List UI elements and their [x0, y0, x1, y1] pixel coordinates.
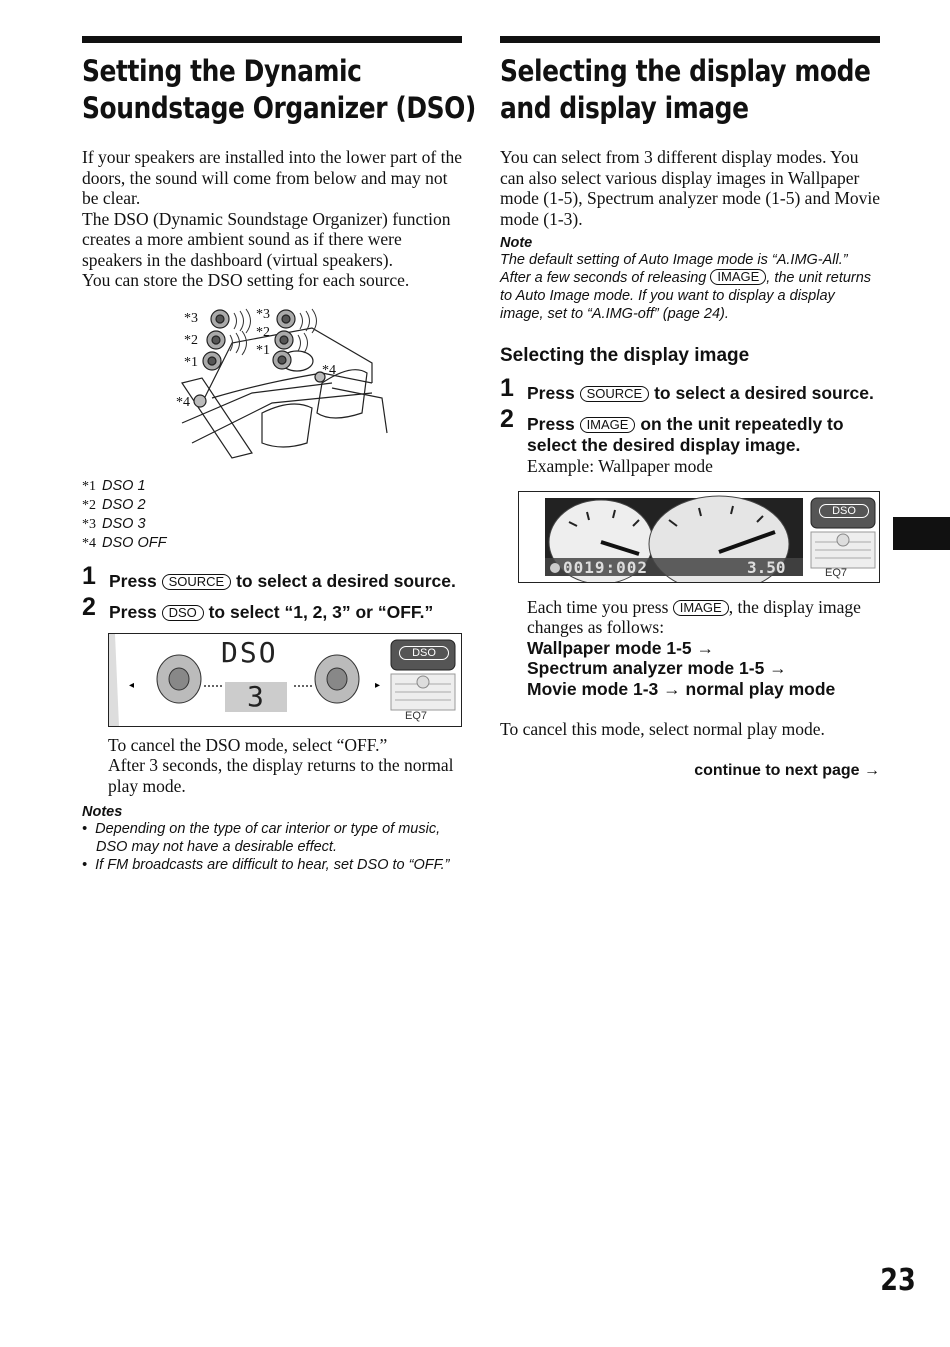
dso-intro-p3: You can store the DSO setting for each source.: [82, 270, 410, 290]
display-mode-title-line1: Selecting the display mode: [500, 54, 871, 88]
dso-badge: DSO: [399, 646, 449, 660]
wallpaper-display-panel: [518, 491, 880, 583]
section-rule: [82, 36, 462, 43]
dso-badge: DSO: [819, 504, 869, 518]
step-number: 1: [82, 561, 96, 590]
fig-label-b2: *2: [256, 324, 270, 340]
image-key: IMAGE: [710, 269, 766, 285]
sequence-item: Movie mode 1-3 → normal play mode: [527, 678, 836, 699]
page-number: 23: [880, 1263, 916, 1298]
image-step-2: [500, 405, 880, 456]
legend-text: DSO 3: [102, 515, 146, 532]
step-text: on the unit repeatedly to select the desired display image.: [527, 414, 844, 455]
section-tab-marker: [893, 517, 950, 550]
dso-title: [82, 53, 476, 127]
step-text: to select a desired source.: [236, 570, 456, 591]
svg-text:◂: ◂: [129, 679, 135, 691]
dso-step-1: [82, 561, 462, 592]
fig-label-a1: *1: [184, 354, 198, 370]
step-text: Press: [527, 383, 575, 403]
step-number: 2: [500, 405, 514, 433]
note-text: The default setting of Auto Image mode is “A.IMG-All.” After a few seconds of releasing: [500, 252, 848, 286]
step-text: to select “1, 2, 3” or “OFF.”: [208, 601, 434, 622]
note-heading: Note: [500, 235, 533, 251]
legend-item: [82, 496, 462, 515]
step-number: 2: [82, 592, 96, 621]
legend-item: [82, 477, 462, 496]
dso-title-line2: Soundstage Organizer (DSO): [82, 91, 476, 125]
legend-text: DSO OFF: [102, 534, 167, 551]
note-text: , the unit returns to Auto Image mode. If you want to display a display image, set to “A.IMG-off” (page 24).: [500, 270, 872, 322]
legend-mark: *1: [82, 478, 96, 494]
auto-image-note: [500, 251, 880, 323]
body-text: , the display image changes as follows:: [527, 596, 861, 637]
select-display-image-heading: Selecting the display image: [500, 345, 750, 366]
image-key: IMAGE: [580, 417, 636, 433]
step-text: Press: [109, 601, 157, 622]
legend-mark: *3: [82, 516, 96, 532]
example-label: Example: Wallpaper mode: [527, 456, 713, 476]
car-speaker-illustration: [82, 303, 462, 463]
legend-item: [82, 534, 462, 553]
svg-text:▸: ▸: [375, 679, 381, 691]
time-readout: 0019:002: [563, 557, 649, 577]
fig-label-b3: *3: [256, 306, 270, 322]
legend-text: DSO 2: [102, 496, 146, 513]
track-readout: 3.50: [747, 557, 786, 577]
dso-cancel-line: To cancel the DSO mode, select “OFF.”: [108, 734, 388, 755]
dso-value-text: 3: [247, 679, 264, 713]
step-number: 1: [500, 374, 514, 402]
left-column: [82, 36, 476, 874]
step-text: to select a desired source.: [654, 383, 874, 403]
note-item: • If FM broadcasts are difficult to hear, set DSO to “OFF.”: [82, 857, 450, 873]
fig-label-a2: *2: [184, 332, 198, 348]
step-text: Press: [109, 570, 157, 591]
dso-step-2: [82, 592, 462, 623]
continue-next-page: continue to next page →: [694, 761, 880, 779]
dso-intro-p1: If your speakers are installed into the lower part of the doors, the sound will come from below and may not be clear.: [82, 147, 463, 208]
eq-label: EQ7: [825, 566, 848, 579]
source-key: SOURCE: [580, 386, 650, 402]
dso-intro: [82, 147, 462, 291]
eq-label: EQ7: [405, 709, 428, 722]
sequence-item: Spectrum analyzer mode 1-5 →: [527, 658, 787, 678]
body-text: Each time you press: [527, 596, 669, 617]
dso-cancel-text: [108, 735, 462, 797]
step-text: Press: [527, 414, 575, 434]
note-item: • Depending on the type of car interior or type of music, DSO may not have a desirable effect.: [82, 821, 441, 855]
dso-display-panel: [108, 633, 462, 727]
fig-label-d4: *4: [176, 394, 190, 410]
source-key: SOURCE: [162, 574, 232, 590]
dso-key: DSO: [162, 605, 204, 621]
note-text: Depending on the type of car interior or type of music, DSO may not have a desirable effect.: [95, 821, 441, 855]
section-rule: [500, 36, 880, 43]
note-text: If FM broadcasts are difficult to hear, set DSO to “OFF.”: [95, 857, 450, 873]
image-step-1: [500, 374, 880, 404]
mode-sequence: [527, 638, 880, 700]
dso-legend: [82, 477, 462, 553]
legend-item: [82, 515, 462, 534]
right-column: [500, 36, 880, 780]
legend-text: DSO 1: [102, 477, 146, 494]
cancel-mode-text: To cancel this mode, select normal play mode.: [500, 719, 825, 739]
fig-label-b1: *1: [256, 342, 270, 358]
legend-mark: *4: [82, 535, 96, 551]
legend-mark: *2: [82, 497, 96, 513]
dso-intro-p2: The DSO (Dynamic Soundstage Organizer) function creates a more ambient sound as if there were speakers in the dashboard (virtual speakers).: [82, 208, 451, 270]
fig-label-a3: *3: [184, 310, 198, 326]
fig-label-c4: *4: [322, 362, 336, 378]
display-mode-title-line2: and display image: [500, 91, 749, 125]
dso-segment-text: DSO: [221, 635, 278, 669]
dso-title-line1: Setting the Dynamic: [82, 54, 362, 88]
sequence-item: Wallpaper mode 1-5 →: [527, 637, 715, 658]
notes-heading: Notes: [82, 804, 123, 820]
display-mode-title: [500, 53, 871, 127]
image-key: IMAGE: [673, 600, 729, 616]
image-change-text: [527, 597, 880, 638]
dso-return-line: After 3 seconds, the display returns to the normal play mode.: [108, 755, 454, 796]
car-interior-diagram: [82, 303, 462, 463]
display-mode-intro: You can select from 3 different display modes. You can also select various display images in Wallpaper mode (1-5), Spectrum analyzer mode (1-5) and Movie mode (1-3).: [500, 147, 881, 229]
